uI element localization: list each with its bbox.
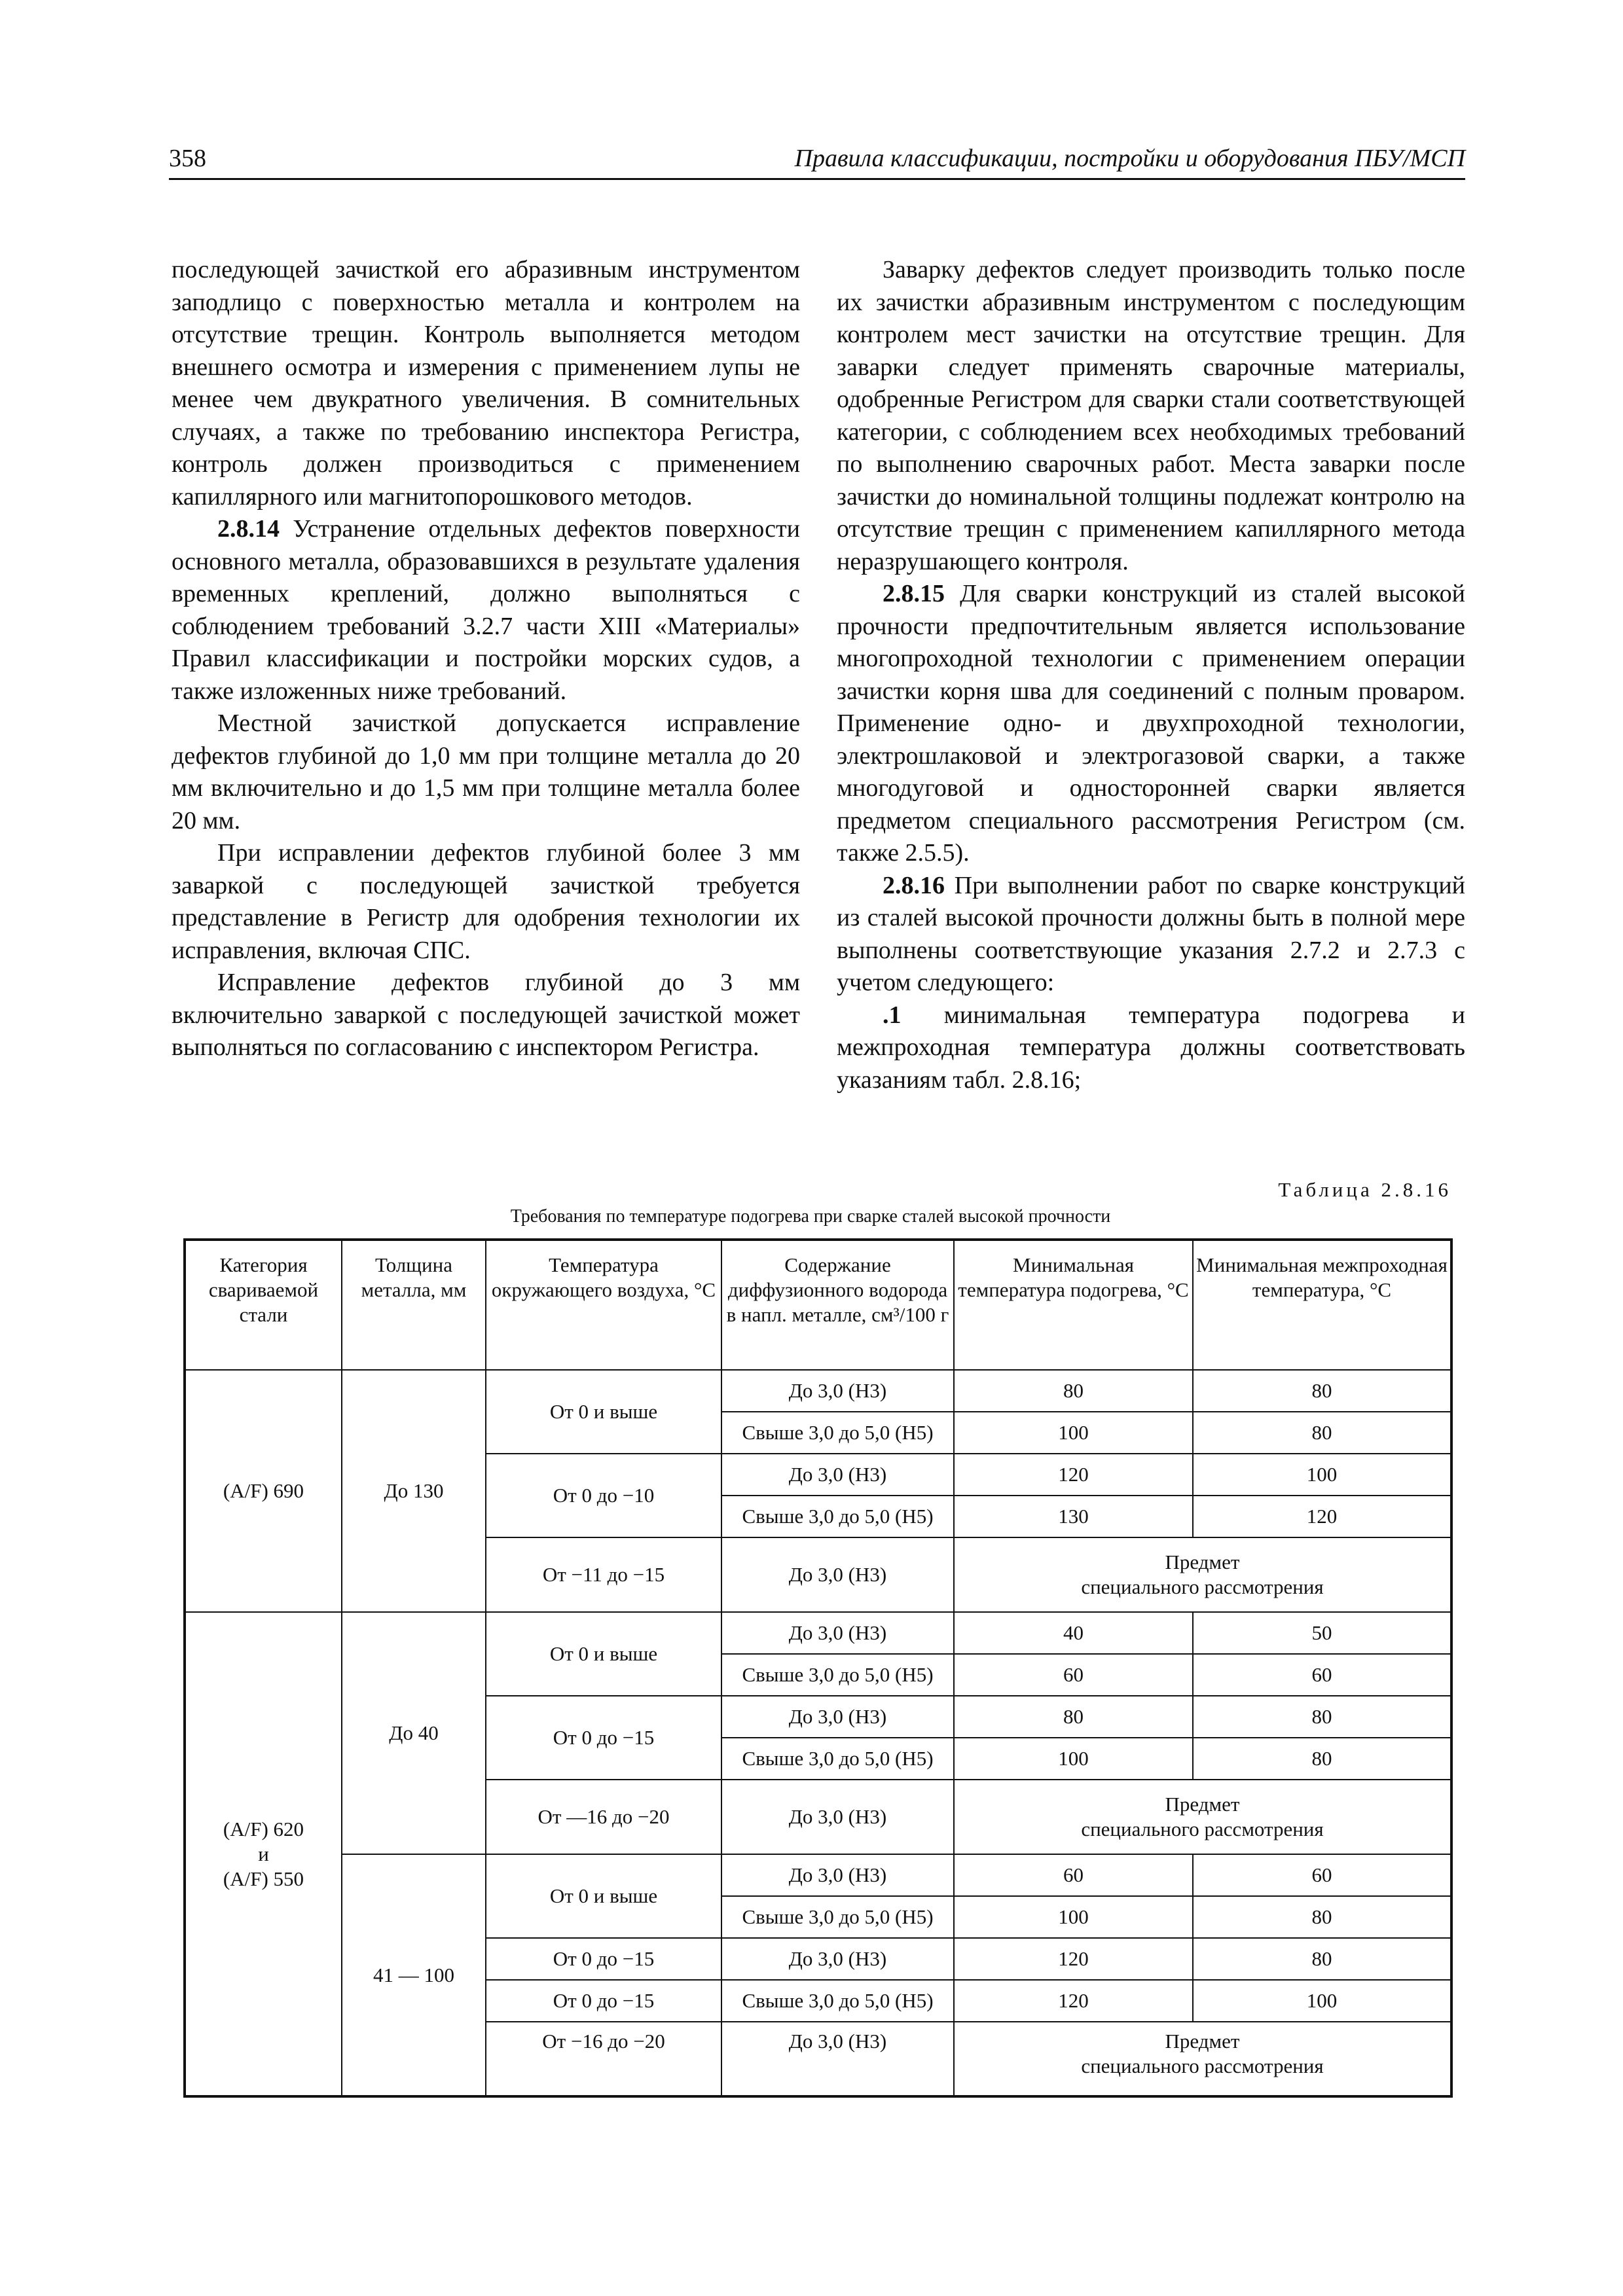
preheat-cell: 80 [954, 1370, 1193, 1412]
thickness-cell: 41 — 100 [342, 1854, 486, 2096]
hydrogen-cell: Свыше 3,0 до 5,0 (Н5) [721, 1496, 954, 1537]
ambient-temp-cell: От 0 до −15 [486, 1980, 721, 2022]
left-column [172, 254, 800, 1064]
category-line: (A/F) 620 [223, 1817, 304, 1840]
header-thickness: Толщина металла, мм [342, 1240, 486, 1370]
running-title: Правила классификации, постройки и оборудования ПБУ/МСП [794, 145, 1465, 172]
interpass-cell: 80 [1193, 1370, 1451, 1412]
interpass-cell: 80 [1193, 1738, 1451, 1780]
preheat-cell: 130 [954, 1496, 1193, 1537]
table-header-row [185, 1240, 1451, 1370]
ambient-temp-cell: От 0 до −15 [486, 1938, 721, 1980]
ambient-temp-cell: От 0 до −15 [486, 1696, 721, 1780]
special-line: Предмет [1165, 2030, 1240, 2053]
table-caption: Требования по температуре подогрева при сварке сталей высокой прочности [510, 1206, 1111, 1227]
page-number: 358 [169, 145, 206, 172]
preheat-cell: 60 [954, 1654, 1193, 1696]
special-line: Предмет [1165, 1793, 1240, 1816]
ambient-temp-cell: От 0 и выше [486, 1370, 721, 1454]
hydrogen-cell: Свыше 3,0 до 5,0 (Н5) [721, 1896, 954, 1938]
interpass-cell: 60 [1193, 1654, 1451, 1696]
paragraph-text: При выполнении работ по сварке конструкций из сталей высокой прочности должны быть в полной мере выполнены соответствующие указания 2.7.2 и 2.7.3 с учетом следующего: [837, 871, 1465, 996]
paragraph: Местной зачисткой допускается исправление дефектов глубиной до 1,0 мм при толщине металла до 20 мм включительно и до 1,5 мм при толщине металла более 20 мм. [172, 709, 800, 834]
preheat-cell: 80 [954, 1696, 1193, 1738]
section-number: 2.8.16 [883, 871, 945, 899]
paragraph-2-8-15 [837, 578, 1465, 870]
table-label: Таблица 2.8.16 [1278, 1178, 1451, 1201]
hydrogen-cell: Свыше 3,0 до 5,0 (Н5) [721, 1412, 954, 1454]
ambient-temp-cell: От −11 до −15 [486, 1537, 721, 1612]
ambient-temp-cell: От 0 и выше [486, 1854, 721, 1938]
hydrogen-cell: До 3,0 (Н3) [721, 1938, 954, 1980]
header-rule [169, 178, 1465, 180]
ambient-temp-cell: От 0 и выше [486, 1612, 721, 1696]
page-header [169, 144, 1465, 181]
hydrogen-cell: Свыше 3,0 до 5,0 (Н5) [721, 1738, 954, 1780]
preheat-requirements-table [183, 1238, 1453, 2098]
hydrogen-cell: До 3,0 (Н3) [721, 2022, 954, 2096]
header-hydrogen-content: Содержание диффузионного водорода в напл. металле, см³/100 г [721, 1240, 954, 1370]
thickness-cell: До 40 [342, 1612, 486, 1854]
interpass-cell: 80 [1193, 1938, 1451, 1980]
hydrogen-cell: До 3,0 (Н3) [721, 1780, 954, 1854]
header-ambient-temperature: Температура окружающего воздуха, °С [486, 1240, 721, 1370]
special-consideration-cell [954, 1780, 1451, 1854]
paragraph: Заварку дефектов следует производить только после их зачистки абразивным инструментом с последующим контролем мест зачистки на отсутствие трещин. Для заварки следует применять сварочные материалы, одобренные Регистром для сварки стали соответствующей категории, с соблюдением всех необходимых требований по выполнению сварочных работ. Места заварки после зачистки до номинальной толщины подлежат контролю на отсутствие трещин с применением капиллярного метода неразрушающего контроля. [837, 256, 1465, 575]
special-line: специального рассмотрения [1081, 2054, 1324, 2077]
interpass-cell: 100 [1193, 1980, 1451, 2022]
special-line: специального рассмотрения [1081, 1575, 1324, 1598]
thickness-cell: До 130 [342, 1370, 486, 1612]
special-consideration-cell [954, 2022, 1451, 2096]
section-number: 2.8.15 [883, 580, 945, 607]
paragraph-2-8-14 [172, 513, 800, 708]
header-steel-category: Категория свариваемой стали [185, 1240, 342, 1370]
preheat-cell: 100 [954, 1412, 1193, 1454]
preheat-cell: 120 [954, 1938, 1193, 1980]
preheat-cell: 60 [954, 1854, 1193, 1896]
special-line: Предмет [1165, 1551, 1240, 1573]
right-column [837, 254, 1465, 1096]
header-min-preheat: Минимальная температура подогрева, °С [954, 1240, 1193, 1370]
paragraph-text: Для сварки конструкций из сталей высокой прочности предпочтительным является использование многопроходной технологии с применением операции зачистки корня шва для соединений с полным проваром. Применение одно- и двухпроходной технологии, электрошлаковой и электрогазовой сварки, а также многодуговой и односторонней сварки является предметом специального рассмотрения Регистром (см. также 2.5.5). [837, 580, 1465, 867]
special-consideration-cell [954, 1537, 1451, 1612]
preheat-cell: 120 [954, 1454, 1193, 1496]
preheat-cell: 120 [954, 1980, 1193, 2022]
interpass-cell: 80 [1193, 1896, 1451, 1938]
preheat-cell: 100 [954, 1738, 1193, 1780]
interpass-cell: 80 [1193, 1412, 1451, 1454]
hydrogen-cell: До 3,0 (Н3) [721, 1696, 954, 1738]
paragraph-text: минимальная температура подогрева и межпроходная температура должны соответствовать указаниям табл. 2.8.16; [837, 1001, 1465, 1094]
interpass-cell: 60 [1193, 1854, 1451, 1896]
list-number: .1 [883, 1001, 902, 1029]
table-row [185, 1370, 1451, 1412]
steel-category-cell [185, 1612, 342, 2096]
interpass-cell: 80 [1193, 1696, 1451, 1738]
hydrogen-cell: До 3,0 (Н3) [721, 1854, 954, 1896]
ambient-temp-cell: От —16 до −20 [486, 1780, 721, 1854]
paragraph: При исправлении дефектов глубиной более 3 мм заваркой с последующей зачисткой требуется представление в Регистр для одобрения технологии их исправления, включая СПС. [172, 839, 800, 964]
preheat-cell: 100 [954, 1896, 1193, 1938]
hydrogen-cell: До 3,0 (Н3) [721, 1370, 954, 1412]
category-line: и [258, 1842, 269, 1865]
hydrogen-cell: До 3,0 (Н3) [721, 1612, 954, 1654]
ambient-temp-cell: От −16 до −20 [486, 2022, 721, 2096]
table-row [185, 1854, 1451, 1896]
section-number: 2.8.14 [217, 515, 280, 543]
table-row [185, 1612, 1451, 1654]
interpass-cell: 100 [1193, 1454, 1451, 1496]
special-line: специального рассмотрения [1081, 1818, 1324, 1840]
category-line: (A/F) 550 [223, 1867, 304, 1890]
paragraph: Исправление дефектов глубиной до 3 мм включительно заваркой с последующей зачисткой может выполняться по согласованию с инспектором Регистра. [172, 969, 800, 1061]
interpass-cell: 50 [1193, 1612, 1451, 1654]
interpass-cell: 120 [1193, 1496, 1451, 1537]
hydrogen-cell: Свыше 3,0 до 5,0 (Н5) [721, 1654, 954, 1696]
hydrogen-cell: До 3,0 (Н3) [721, 1537, 954, 1612]
ambient-temp-cell: От 0 до −10 [486, 1454, 721, 1537]
paragraph-text: Устранение отдельных дефектов поверхности основного металла, образовавшихся в результате удаления временных креплений, должно выполняться с соблюдением требований 3.2.7 части XIII «Материалы» Правил классификации и постройки морских судов, а также изложенных ниже требований. [172, 515, 800, 705]
paragraph-2-8-16 [837, 870, 1465, 999]
paragraph: последующей зачисткой его абразивным инструментом заподлицо с поверхностью металла и контролем на отсутствие трещин. Контроль выполняется методом внешнего осмотра и измерения с применением лупы не менее чем двукратного увеличения. В сомнительных случаях, а также по требованию инспектора Регистра, контроль должен производиться с применением капиллярного или магнитопорошкового методов. [172, 256, 800, 511]
hydrogen-cell: До 3,0 (Н3) [721, 1454, 954, 1496]
list-item-1 [837, 999, 1465, 1097]
preheat-cell: 40 [954, 1612, 1193, 1654]
hydrogen-cell: Свыше 3,0 до 5,0 (Н5) [721, 1980, 954, 2022]
steel-category-cell: (A/F) 690 [185, 1370, 342, 1612]
header-min-interpass: Минимальная межпроходная температура, °С [1193, 1240, 1451, 1370]
